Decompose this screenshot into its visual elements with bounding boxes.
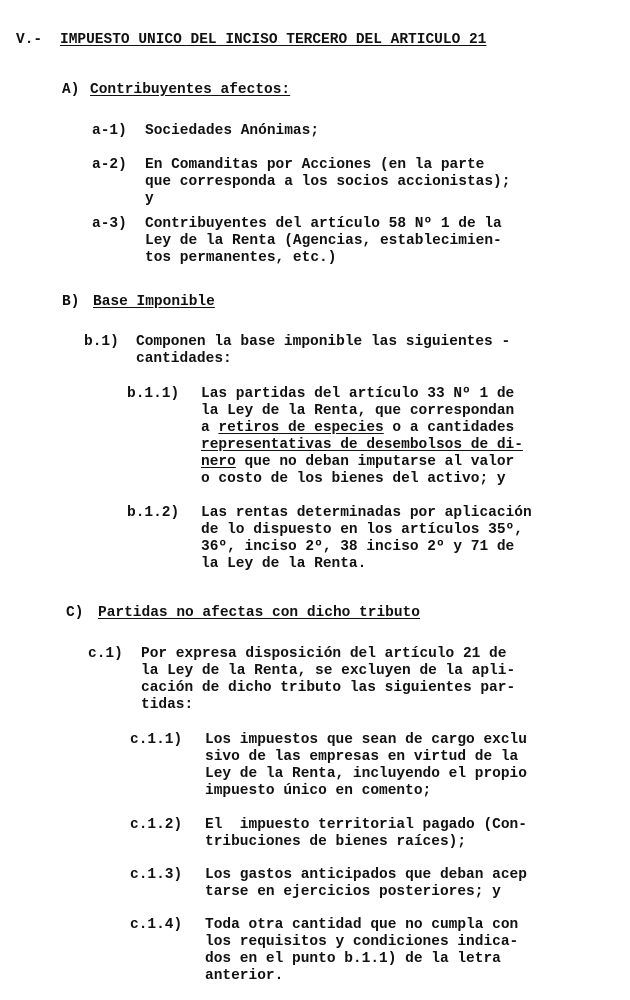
item-c11-line: impuesto único en comento; bbox=[205, 783, 432, 799]
section-a-label: A) bbox=[62, 82, 80, 98]
item-c1-line: tidas: bbox=[141, 697, 194, 713]
item-b1-line: Componen la base imponible las siguientes - bbox=[136, 334, 511, 350]
item-c14-line: anterior. bbox=[205, 968, 284, 984]
item-b11-line: representativas de desembolsos de di- bbox=[201, 437, 523, 453]
item-b12-line: la Ley de la Renta. bbox=[201, 556, 367, 572]
item-a2-line: En Comanditas por Acciones (en la parte bbox=[145, 157, 485, 173]
item-c12-line: El impuesto territorial pagado (Con- bbox=[205, 817, 527, 833]
section-c-label: C) bbox=[66, 605, 84, 621]
item-a2-line: y bbox=[145, 191, 154, 207]
section-a-title: Contribuyentes afectos: bbox=[90, 82, 291, 98]
item-a3-line: tos permanentes, etc.) bbox=[145, 250, 337, 266]
item-a2-label: a-2) bbox=[92, 157, 127, 173]
item-a3-line: Ley de la Renta (Agencias, establecimien- bbox=[145, 233, 502, 249]
item-c13-label: c.1.3) bbox=[130, 867, 183, 883]
heading-title: IMPUESTO UNICO DEL INCISO TERCERO DEL ARTICULO 21 bbox=[60, 32, 487, 48]
item-c1-line: cación de dicho tributo las siguientes par- bbox=[141, 680, 516, 696]
item-b1-label: b.1) bbox=[84, 334, 119, 350]
item-c11-line: sivo de las empresas en virtud de la bbox=[205, 749, 519, 765]
item-c1-label: c.1) bbox=[88, 646, 123, 662]
item-b11-line: a retiros de especies o a cantidades bbox=[201, 420, 515, 436]
item-b11-line: Las partidas del artículo 33 Nº 1 de bbox=[201, 386, 515, 402]
item-c14-line: Toda otra cantidad que no cumpla con bbox=[205, 917, 519, 933]
item-a3-line: Contribuyentes del artículo 58 Nº 1 de la bbox=[145, 216, 502, 232]
item-c12-line: tribuciones de bienes raíces); bbox=[205, 834, 467, 850]
section-b-label: B) bbox=[62, 294, 80, 310]
item-b12-line: Las rentas determinadas por aplicación bbox=[201, 505, 532, 521]
item-c14-line: los requisitos y condiciones indica- bbox=[205, 934, 519, 950]
section-c-title: Partidas no afectas con dicho tributo bbox=[98, 605, 420, 621]
item-c14-line: dos en el punto b.1.1) de la letra bbox=[205, 951, 501, 967]
item-c11-line: Los impuestos que sean de cargo exclu bbox=[205, 732, 527, 748]
item-c11-label: c.1.1) bbox=[130, 732, 183, 748]
item-b12-line: de lo dispuesto en los artículos 35º, bbox=[201, 522, 523, 538]
heading-number: V.- bbox=[16, 32, 43, 48]
item-c1-line: Por expresa disposición del artículo 21 de bbox=[141, 646, 507, 662]
item-a1-text: Sociedades Anónimas; bbox=[145, 123, 320, 139]
item-c14-label: c.1.4) bbox=[130, 917, 183, 933]
item-c13-line: tarse en ejercicios posteriores; y bbox=[205, 884, 501, 900]
item-c1-line: la Ley de la Renta, se excluyen de la apli- bbox=[141, 663, 516, 679]
item-c11-line: Ley de la Renta, incluyendo el propio bbox=[205, 766, 527, 782]
item-a1-label: a-1) bbox=[92, 123, 127, 139]
item-a2-line: que corresponda a los socios accionistas); bbox=[145, 174, 511, 190]
item-b12-label: b.1.2) bbox=[127, 505, 180, 521]
section-b-title: Base Imponible bbox=[93, 294, 215, 310]
item-b11-line: la Ley de la Renta, que correspondan bbox=[201, 403, 515, 419]
item-b1-line: cantidades: bbox=[136, 351, 232, 367]
item-c13-line: Los gastos anticipados que deban acep bbox=[205, 867, 527, 883]
item-b11-label: b.1.1) bbox=[127, 386, 180, 402]
item-a3-label: a-3) bbox=[92, 216, 127, 232]
item-c12-label: c.1.2) bbox=[130, 817, 183, 833]
item-b11-line: nero que no deban imputarse al valor bbox=[201, 454, 515, 470]
item-b12-line: 36º, inciso 2º, 38 inciso 2º y 71 de bbox=[201, 539, 515, 555]
item-b11-line: o costo de los bienes del activo; y bbox=[201, 471, 506, 487]
